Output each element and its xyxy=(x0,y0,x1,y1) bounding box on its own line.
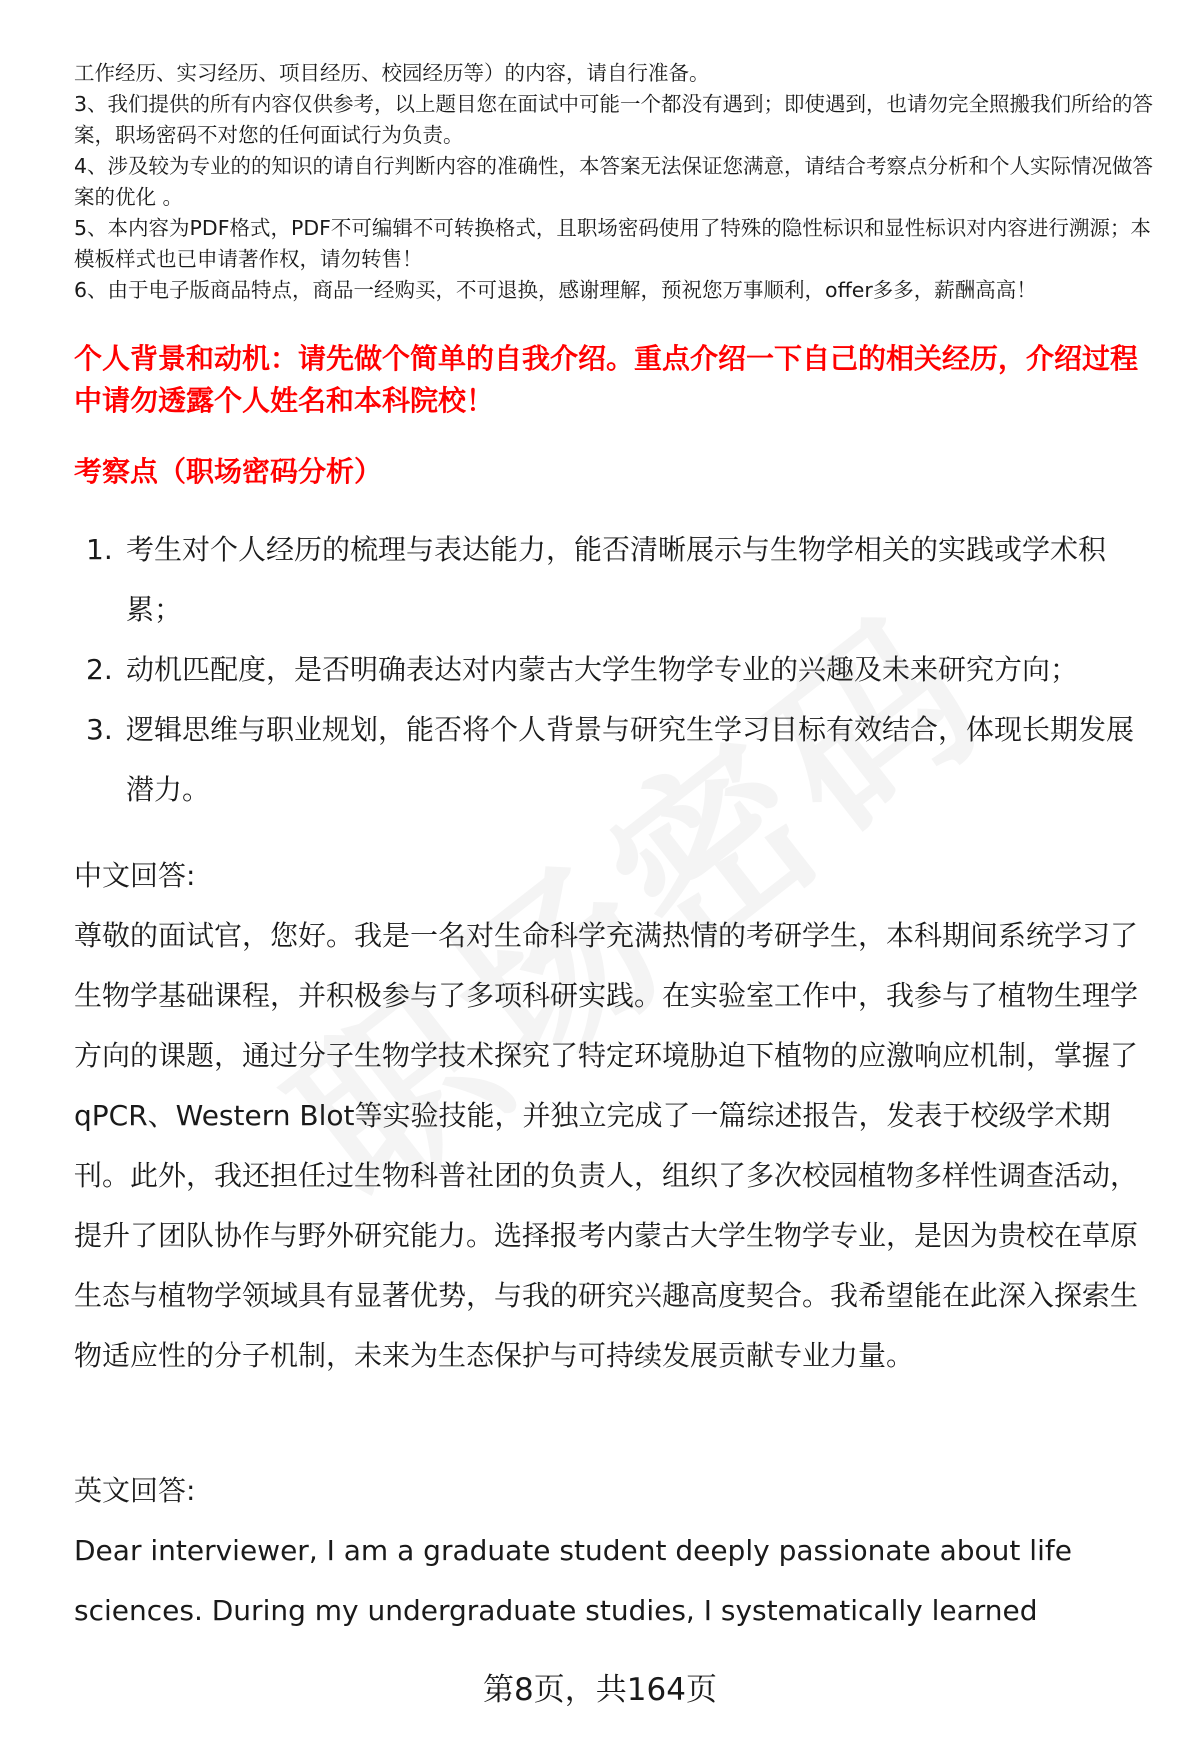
list-item-number: 2. xyxy=(86,653,113,686)
list-item xyxy=(74,640,1154,700)
points-list xyxy=(74,520,1154,820)
chinese-answer-body xyxy=(74,906,1154,1386)
note-line: 3、我们提供的所有内容仅供参考，以上题目您在面试中可能一个都没有遇到；即使遇到，也请勿完全照搬我们所给的答案，职场密码不对您的任何面试行为负责。 xyxy=(74,92,1154,147)
note-line: 4、涉及较为专业的的知识的请自行判断内容的准确性，本答案无法保证您满意，请结合考察点分析和个人实际情况做答案的优化 。 xyxy=(74,154,1154,209)
english-answer-label: 英文回答: xyxy=(74,1474,196,1507)
question-heading: 个人背景和动机：请先做个简单的自我介绍。重点介绍一下自己的相关经历，介绍过程中请勿透露个人姓名和本科院校！ xyxy=(74,342,1139,417)
chinese-answer-text: 尊敬的面试官，您好。我是一名对生命科学充满热情的考研学生，本科期间系统学习了生物学基础课程，并积极参与了多项科研实践。在实验室工作中，我参与了植物生理学方向的课题，通过分子生物学技术探究了特定环境胁迫下植物的应激响应机制，掌握了qPCR、Western Blot等实验技能，并独立完成了一篇综述报告，发表于校级学术期刊。此外，我还担任过生物科普社团的负责人，组织了多次校园植物多样性调查活动，提升了团队协作与野外研究能力。选择报考内蒙古大学生物学专业，是因为贵校在草原生态与植物学领域具有显著优势，与我的研究兴趣高度契合。我希望能在此深入探索生物适应性的分子机制，未来为生态保护与可持续发展贡献专业力量。 xyxy=(74,919,1139,1372)
points-heading: 考察点（职场密码分析） xyxy=(74,455,383,488)
english-answer-body xyxy=(74,1521,1154,1641)
list-item-number: 3. xyxy=(86,713,113,746)
note-line: 6、由于电子版商品特点，商品一经购买，不可退换，感谢理解，预祝您万事顺利，offer多多，薪酬高高！ xyxy=(74,278,1037,302)
note-line: 工作经历、实习经历、项目经历、校园经历等）的内容，请自行准备。 xyxy=(74,61,710,85)
notes-block xyxy=(74,58,1154,306)
list-item-text: 逻辑思维与职业规划，能否将个人背景与研究生学习目标有效结合，体现长期发展潜力。 xyxy=(126,713,1135,806)
list-item-number: 1. xyxy=(86,533,113,566)
list-item-text: 考生对个人经历的梳理与表达能力，能否清晰展示与生物学相关的实践或学术积累； xyxy=(126,533,1107,626)
list-item-text: 动机匹配度，是否明确表达对内蒙古大学生物学专业的兴趣及未来研究方向； xyxy=(126,653,1079,686)
chinese-answer-label: 中文回答: xyxy=(74,859,196,892)
list-item xyxy=(74,700,1154,820)
english-answer-text: Dear interviewer, I am a graduate student deeply passionate about life sciences. During my undergraduate studies, I systematically learned xyxy=(74,1534,1072,1627)
list-item xyxy=(74,520,1154,640)
page-number: 第8页，共164页 xyxy=(483,1672,717,1708)
note-line: 5、本内容为PDF格式，PDF不可编辑不可转换格式，且职场密码使用了特殊的隐性标识和显性标识对内容进行溯源；本模板样式也已申请著作权，请勿转售！ xyxy=(74,216,1151,271)
